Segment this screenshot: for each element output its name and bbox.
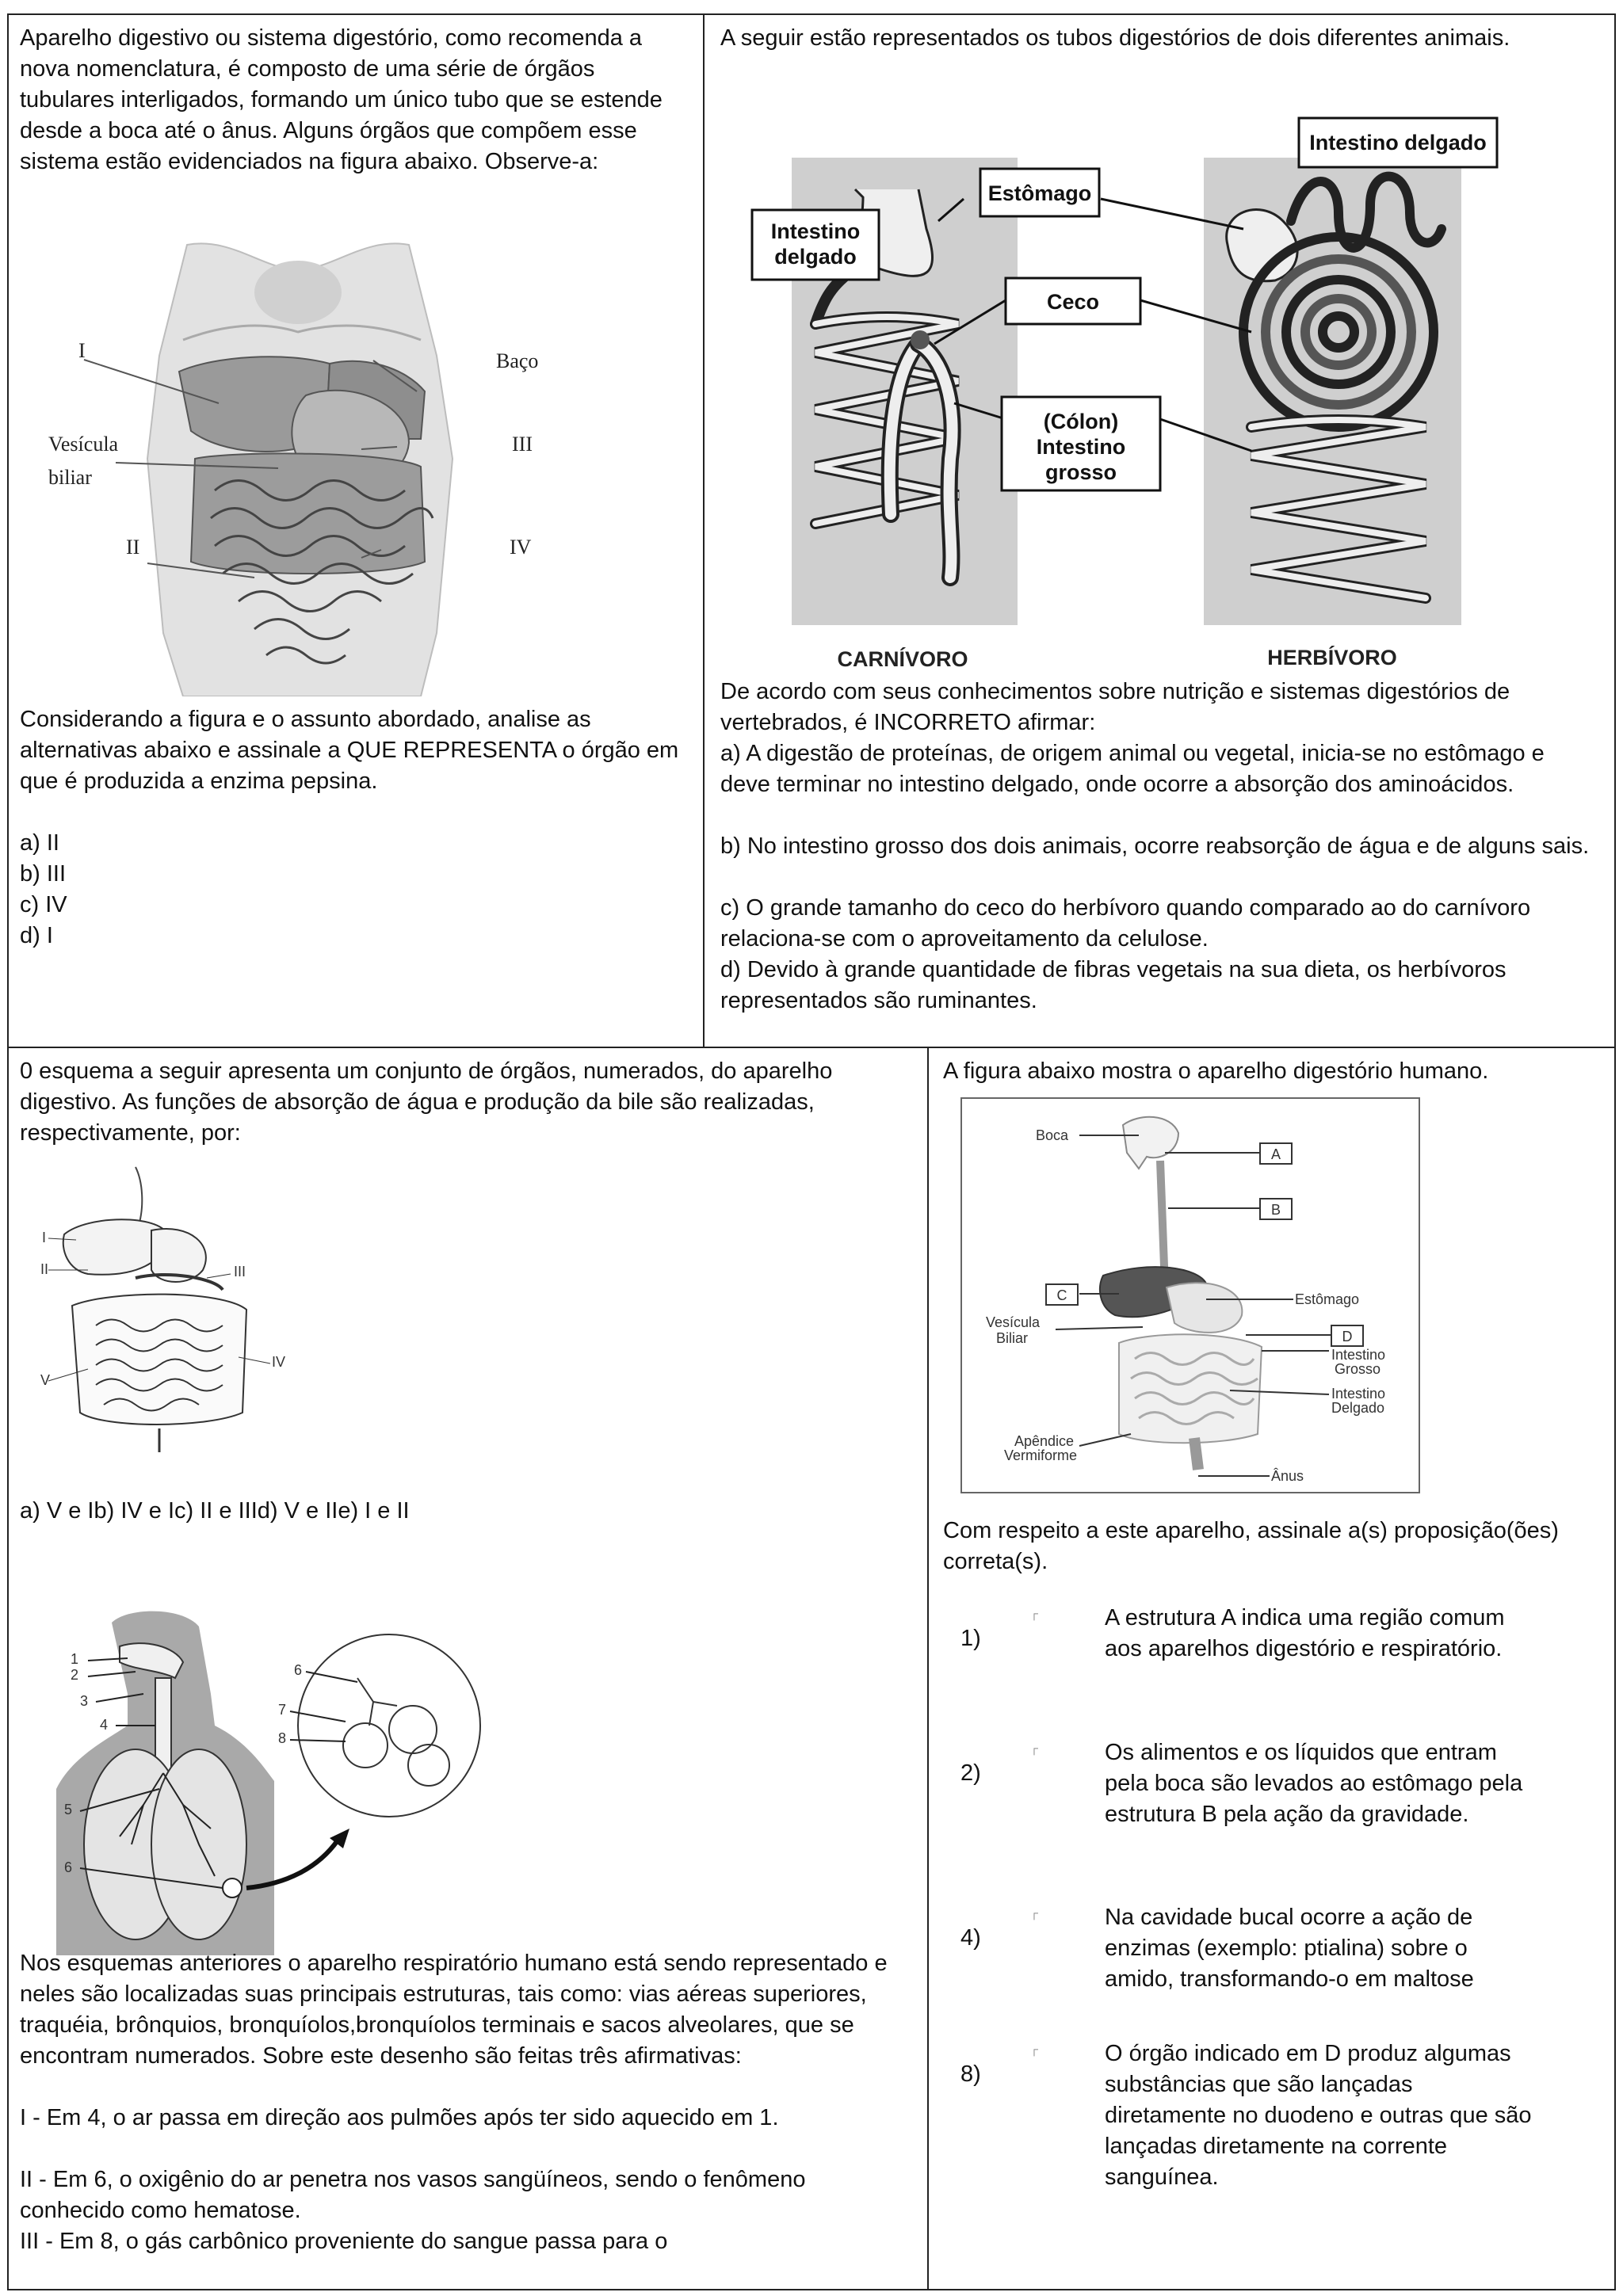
resp-label-2: 2: [71, 1667, 79, 1683]
label-biliar: biliar: [48, 466, 92, 489]
proposition-2-checkbox[interactable]: ┌: [1030, 1741, 1038, 1754]
dig-label-estomago: Estômago: [1295, 1291, 1360, 1307]
proposition-2-number: 2): [960, 1760, 981, 1786]
label-II: II: [126, 536, 140, 559]
label-estomago: Estômago: [987, 181, 1092, 205]
proposition-2: [960, 1737, 1594, 1864]
proposition-1-number: 1): [960, 1626, 981, 1651]
proposition-4: [960, 1902, 1594, 2005]
dig-label-vermiforme: Vermiforme: [1004, 1447, 1078, 1463]
dig-label-vesicula: Vesícula: [986, 1314, 1041, 1330]
question-cell-1: [7, 13, 705, 1048]
proposition-8-checkbox[interactable]: ┌: [1030, 2042, 1038, 2055]
rectum-shape: [1194, 1438, 1198, 1470]
q1-option-d: d) I: [20, 923, 53, 948]
question-cell-2: [703, 13, 1616, 1048]
dig-label-intestino-grosso-1: Intestino: [1331, 1347, 1386, 1363]
dig-label-apendice: Apêndice: [1014, 1433, 1075, 1449]
q4-statement-I: I - Em 4, o ar passa em direção aos pulmões após ter sido aquecido em 1.: [20, 2105, 779, 2130]
resp-label-6: 6: [64, 1859, 73, 1875]
q4-text: Nos esquemas anteriores o aparelho respiratório humano está sendo representado e neles são localizadas suas principais estruturas, tais como: vias aéreas superiores, traquéia, brônquios, bronquíolos,bronquíolos terminais e sacos alveolares, que se encontram numerados. Sobre este desenho são feitas três afirmativas:: [20, 1951, 888, 2069]
dig-label-intestino-delgado-1: Intestino: [1331, 1386, 1386, 1402]
resp-label-7: 7: [278, 1702, 287, 1718]
question-cell-4: [927, 1047, 1616, 2290]
label-IV: IV: [510, 536, 532, 559]
q4-statement-III: III - Em 8, o gás carbônico proveniente do sangue passa para o: [20, 2229, 668, 2254]
q5-question: Com respeito a este aparelho, assinale a(s) proposição(ões) correta(s).: [943, 1518, 1559, 1574]
scheme-label-IV: IV: [272, 1354, 286, 1370]
proposition-1-checkbox[interactable]: ┌: [1030, 1607, 1038, 1619]
label-vesicula: Vesícula: [48, 433, 119, 456]
resp-label-3: 3: [80, 1693, 89, 1709]
resp-label-4: 4: [100, 1717, 109, 1733]
label-ceco: Ceco: [1046, 290, 1100, 314]
scheme-label-III: III: [234, 1264, 246, 1280]
resp-label-5: 5: [64, 1802, 73, 1817]
q4-statement-II: II - Em 6, o oxigênio do ar penetra nos vasos sangüíneos, sendo o fenômeno conhecido como hematose.: [20, 2167, 806, 2223]
caption-carnivoro: CARNÍVORO: [837, 647, 968, 671]
resp-label-6-detail: 6: [294, 1662, 303, 1678]
q2-intro: A seguir estão representados os tubos digestórios de dois diferentes animais.: [720, 25, 1510, 51]
label-I: I: [78, 339, 86, 362]
dig-label-B: B: [1270, 1202, 1281, 1218]
label-colon-intestino: Intestino: [1036, 435, 1126, 459]
dig-label-A: A: [1270, 1146, 1281, 1162]
large-intestine-shape: [1119, 1334, 1262, 1443]
proposition-1: [960, 1603, 1594, 1706]
scheme-large-intestine: [72, 1295, 246, 1425]
proposition-8: [960, 2039, 1594, 2190]
human-digestive-figure: [960, 1097, 1420, 1493]
proposition-8-text: O órgão indicado em D produz algumas substâncias que são lançadas diretamente no duodeno e outras que são lançadas diretamente na corrente sanguínea.: [1105, 2041, 1532, 2190]
proposition-2-text: Os alimentos e os líquidos que entram pela boca são levados ao estômago pela estrutura B pela ação da gravidade.: [1105, 1740, 1523, 1827]
q1-intro: Aparelho digestivo ou sistema digestório, como recomenda a nova nomenclatura, é composto de uma série de órgãos tubulares interligados, formando um único tubo que se estende desde a boca até o ânus. Alguns órgãos que compõem esse sistema estão evidenciados na figura abaixo. Observe-a:: [20, 25, 663, 174]
q2-question: De acordo com seus conhecimentos sobre nutrição e sistemas digestórios de vertebrados, é INCORRETO afirmar:: [720, 679, 1510, 735]
dig-label-anus: Ânus: [1271, 1468, 1304, 1484]
q2-option-c: c) O grande tamanho do ceco do herbívoro quando comparado ao do carnívoro relaciona-se com o aproveitamento da celulose.: [720, 895, 1531, 952]
label-colon: (Cólon): [1043, 410, 1119, 433]
caption-herbivoro: HERBÍVORO: [1267, 646, 1397, 669]
scheme-label-II: II: [40, 1261, 49, 1277]
q1-question: Considerando a figura e o assunto abordado, analise as alternativas abaixo e assinale a QUE REPRESENTA o órgão em que é produzida a enzima pepsina.: [20, 707, 679, 794]
respiratory-figure: [56, 1607, 500, 1955]
label-intestino-delgado-left-1: Intestino: [770, 219, 861, 243]
torso-figure: [25, 221, 579, 696]
scheme-label-V: V: [40, 1372, 51, 1388]
proposition-1-text: A estrutura A indica uma região comum aos aparelhos digestório e respiratório.: [1105, 1605, 1505, 1661]
resp-label-8: 8: [278, 1730, 287, 1746]
label-baco: Baço: [496, 349, 539, 372]
label-intestino-delgado-right: Intestino delgado: [1309, 131, 1487, 154]
label-colon-grosso: grosso: [1044, 460, 1117, 484]
q3-intro: 0 esquema a seguir apresenta um conjunto de órgãos, numerados, do aparelho digestivo. As funções de absorção de água e produção da bile são realizadas, respectivamente, por:: [20, 1058, 833, 1146]
q2-option-a: a) A digestão de proteínas, de origem animal ou vegetal, inicia-se no estômago e deve terminar no intestino delgado, onde ocorre a absorção dos aminoácidos.: [720, 741, 1545, 797]
digestive-scheme-figure: [40, 1159, 294, 1468]
dig-label-D: D: [1342, 1329, 1353, 1344]
carnivore-ceco: [911, 330, 930, 349]
dig-label-C: C: [1056, 1287, 1067, 1303]
dig-label-intestino-grosso-2: Grosso: [1335, 1361, 1381, 1377]
proposition-4-number: 4): [960, 1925, 981, 1951]
question-cell-3: [7, 1047, 929, 2290]
q3-options-line: a) V e Ib) IV e Ic) II e IIId) V e IIe) I e II: [20, 1498, 410, 1524]
dig-label-biliar: Biliar: [996, 1330, 1029, 1346]
q1-option-c: c) IV: [20, 892, 67, 917]
dig-label-intestino-delgado-2: Delgado: [1331, 1400, 1385, 1416]
q5-intro: A figura abaixo mostra o aparelho digestório humano.: [943, 1058, 1489, 1084]
q1-option-a: a) II: [20, 830, 59, 856]
proposition-4-checkbox[interactable]: ┌: [1030, 1906, 1038, 1919]
proposition-4-text: Na cavidade bucal ocorre a ação de enzimas (exemplo: ptialina) sobre o amido, transformando-o em maltose: [1105, 1905, 1474, 1992]
label-III: III: [512, 433, 533, 456]
resp-label-1: 1: [71, 1651, 79, 1667]
q1-option-b: b) III: [20, 861, 67, 887]
q2-option-d: d) Devido à grande quantidade de fibras vegetais na sua dieta, os herbívoros representados são ruminantes.: [720, 957, 1507, 1013]
dig-label-boca: Boca: [1036, 1127, 1069, 1143]
scheme-label-I: I: [42, 1230, 47, 1245]
proposition-8-number: 8): [960, 2061, 981, 2087]
q2-option-b: b) No intestino grosso dos dois animais, ocorre reabsorção de água e de alguns sais.: [720, 833, 1590, 859]
label-intestino-delgado-left-2: delgado: [774, 245, 857, 269]
carnivore-herbivore-figure: [736, 102, 1576, 688]
